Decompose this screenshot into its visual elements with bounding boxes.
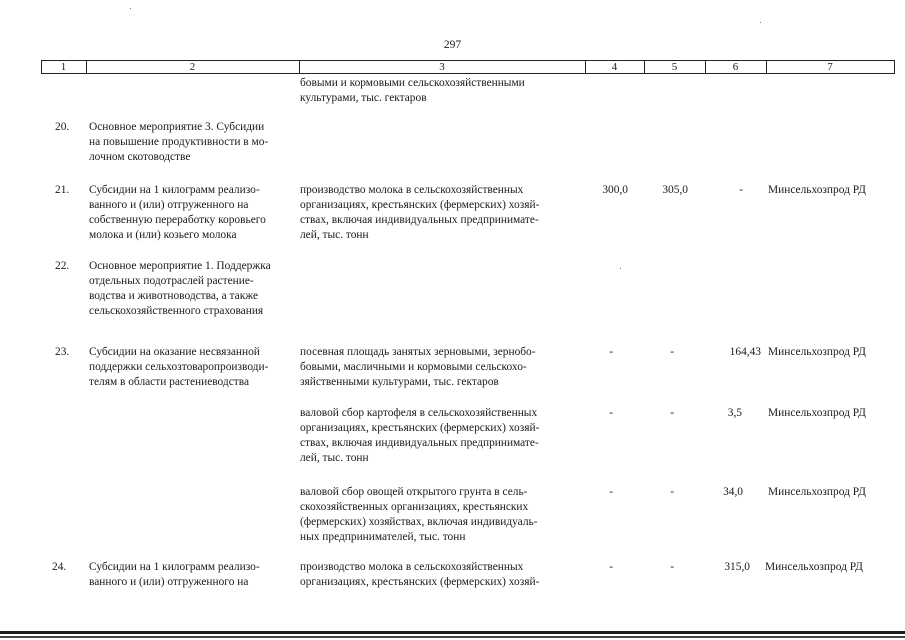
- scan-speck: [760, 22, 761, 23]
- value-col-4: -: [609, 407, 613, 419]
- indicator-line: лей, тыс. тонн: [300, 452, 369, 464]
- value-col-5: 305,0: [662, 184, 688, 196]
- scan-edge-bar: [0, 636, 905, 638]
- header-separator: [894, 60, 895, 74]
- value-col-6: 34,0: [723, 486, 743, 498]
- measure-line: ванного и (или) отгруженного на: [89, 199, 249, 211]
- value-col-5: -: [670, 407, 674, 419]
- header-col-4: 4: [611, 61, 618, 73]
- page-number: 297: [443, 39, 462, 51]
- value-col-6: 3,5: [727, 407, 742, 419]
- responsible-executor: Минсельхозпрод РД: [768, 184, 866, 196]
- measure-line: Основное мероприятие 3. Субсидии: [89, 121, 265, 133]
- measure-line: сельскохозяйственного страхования: [89, 305, 264, 317]
- indicator-line: скохозяйственных организациях, крестьянских: [300, 501, 529, 513]
- value-col-5: -: [670, 346, 674, 358]
- indicator-line: валовой сбор картофеля в сельскохозяйственных: [300, 407, 538, 419]
- indicator-line: организациях, крестьянских (фермерских) хозяй-: [300, 576, 540, 588]
- responsible-executor: Минсельхозпрод РД: [768, 346, 866, 358]
- value-col-6: 315,0: [724, 561, 750, 573]
- value-col-4: 300,0: [602, 184, 628, 196]
- measure-line: собственную переработку коровьего: [89, 214, 266, 226]
- indicator-line: лей, тыс. тонн: [300, 229, 369, 241]
- indicator-line: валовой сбор овощей открытого грунта в сель-: [300, 486, 528, 498]
- measure-line: телям в области растениеводства: [89, 376, 250, 388]
- measure-line: отдельных подотраслей растение-: [89, 275, 254, 287]
- value-col-4: -: [609, 486, 613, 498]
- indicator-line: ствах, включая индивидуальных предпринимате-: [300, 437, 539, 449]
- value-col-4: -: [609, 346, 613, 358]
- measure-line: лочном скотоводстве: [89, 151, 191, 163]
- measure-line: молока и (или) козьего молока: [89, 229, 237, 241]
- value-col-5: -: [670, 486, 674, 498]
- measure-line: Субсидии на 1 килограмм реализо-: [89, 561, 260, 573]
- indicator-line: культурами, тыс. гектаров: [300, 92, 427, 104]
- row-number: 21.: [55, 184, 70, 196]
- value-col-6: -: [739, 184, 743, 196]
- header-col-7: 7: [827, 61, 833, 73]
- row-number: 20.: [55, 121, 70, 133]
- indicator-line: производство молока в сельскохозяйственных: [300, 184, 524, 196]
- measure-line: поддержки сельхозтоваропроизводи-: [89, 361, 269, 373]
- row-number: 24.: [52, 561, 67, 573]
- scan-edge-bar: [0, 631, 905, 634]
- indicator-line: бовыми и кормовыми сельскохозяйственными: [300, 77, 525, 89]
- measure-line: Субсидии на оказание несвязанной: [89, 346, 260, 358]
- value-col-6: 164,43: [729, 346, 761, 358]
- indicator-line: организациях, крестьянских (фермерских) хозяй-: [300, 422, 540, 434]
- indicator-line: ных предпринимателей, тыс. тонн: [300, 531, 466, 543]
- header-col-5: 5: [671, 61, 678, 73]
- header-col-1: 1: [60, 61, 67, 73]
- value-col-5: -: [670, 561, 674, 573]
- header-col-6: 6: [732, 61, 739, 73]
- header-col-2: 2: [189, 61, 196, 73]
- responsible-executor: Минсельхозпрод РД: [768, 486, 866, 498]
- responsible-executor: Минсельхозпрод РД: [768, 407, 866, 419]
- indicator-line: посевная площадь занятых зерновыми, зернобо-: [300, 346, 536, 358]
- measure-line: водства и животноводства, а также: [89, 290, 259, 302]
- indicator-line: ствах, включая индивидуальных предпринимате-: [300, 214, 539, 226]
- responsible-executor: Минсельхозпрод РД: [765, 561, 863, 573]
- indicator-line: (фермерских) хозяйствах, включая индивидуаль-: [300, 516, 538, 528]
- measure-line: ванного и (или) отгруженного на: [89, 576, 249, 588]
- indicator-line: организациях, крестьянских (фермерских) хозяй-: [300, 199, 540, 211]
- value-col-4: -: [609, 561, 613, 573]
- header-col-3: 3: [439, 61, 445, 73]
- measure-line: на повышение продуктивности в мо-: [89, 136, 269, 148]
- scan-speck: [620, 268, 621, 269]
- measure-line: Основное мероприятие 1. Поддержка: [89, 260, 271, 272]
- indicator-line: бовыми, масличными и кормовыми сельскохо-: [300, 361, 527, 373]
- indicator-line: производство молока в сельскохозяйственных: [300, 561, 524, 573]
- measure-line: Субсидии на 1 килограмм реализо-: [89, 184, 260, 196]
- row-number: 22.: [55, 260, 70, 272]
- row-number: 23.: [55, 346, 70, 358]
- scan-speck: [130, 8, 131, 9]
- indicator-line: зяйственными культурами, тыс. гектаров: [300, 376, 499, 388]
